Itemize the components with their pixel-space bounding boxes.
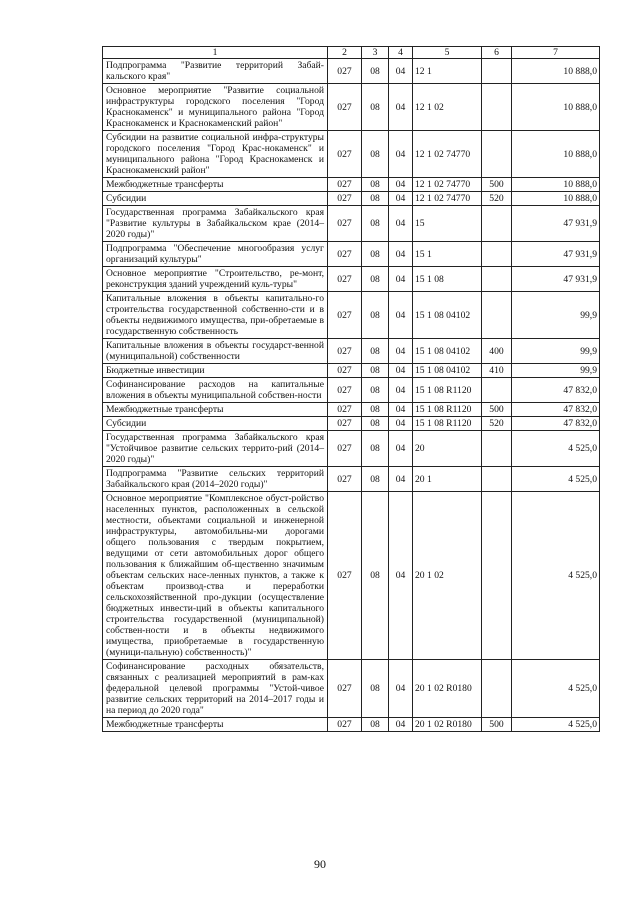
row-expense-type-cell: [482, 267, 512, 292]
row-expense-type-cell: [482, 242, 512, 267]
row-subsection-cell: 04: [389, 192, 413, 206]
row-amount-cell: 10 888,0: [512, 84, 600, 131]
row-name-cell: Подпрограмма "Развитие сельских территорий Забайкальского края (2014–2020 годы)": [103, 467, 328, 492]
row-name-cell: Субсидии: [103, 192, 328, 206]
row-subsection-cell: 04: [389, 59, 413, 84]
row-admin-code-cell: 027: [328, 339, 362, 364]
column-header: 4: [389, 47, 413, 59]
row-admin-code-cell: 027: [328, 431, 362, 467]
row-subsection-cell: 04: [389, 378, 413, 403]
row-expense-type-cell: 500: [482, 718, 512, 732]
row-target-article-cell: 20 1 02: [413, 492, 482, 660]
row-admin-code-cell: 027: [328, 242, 362, 267]
column-header: 2: [328, 47, 362, 59]
row-expense-type-cell: [482, 59, 512, 84]
row-amount-cell: 10 888,0: [512, 59, 600, 84]
table-row: [103, 292, 600, 339]
row-target-article-cell: 15 1: [413, 242, 482, 267]
row-subsection-cell: 04: [389, 206, 413, 242]
row-name-cell: Межбюджетные трансферты: [103, 718, 328, 732]
row-section-cell: 08: [362, 467, 389, 492]
row-subsection-cell: 04: [389, 242, 413, 267]
row-expense-type-cell: [482, 660, 512, 718]
row-subsection-cell: 04: [389, 431, 413, 467]
table-row: [103, 364, 600, 378]
row-subsection-cell: 04: [389, 467, 413, 492]
row-target-article-cell: 15 1 08 04102: [413, 339, 482, 364]
row-admin-code-cell: 027: [328, 59, 362, 84]
row-admin-code-cell: 027: [328, 84, 362, 131]
row-admin-code-cell: 027: [328, 131, 362, 178]
row-subsection-cell: 04: [389, 292, 413, 339]
row-section-cell: 08: [362, 718, 389, 732]
row-section-cell: 08: [362, 84, 389, 131]
row-section-cell: 08: [362, 131, 389, 178]
row-subsection-cell: 04: [389, 178, 413, 192]
column-header: 6: [482, 47, 512, 59]
row-expense-type-cell: 400: [482, 339, 512, 364]
row-target-article-cell: 15 1 08: [413, 267, 482, 292]
row-section-cell: 08: [362, 431, 389, 467]
row-amount-cell: 4 525,0: [512, 431, 600, 467]
column-header: 1: [103, 47, 328, 59]
row-name-cell: Межбюджетные трансферты: [103, 178, 328, 192]
table-row: [103, 403, 600, 417]
row-amount-cell: 99,9: [512, 364, 600, 378]
row-section-cell: 08: [362, 492, 389, 660]
row-subsection-cell: 04: [389, 492, 413, 660]
row-subsection-cell: 04: [389, 364, 413, 378]
row-admin-code-cell: 027: [328, 364, 362, 378]
column-header: 7: [512, 47, 600, 59]
row-expense-type-cell: 500: [482, 403, 512, 417]
row-expense-type-cell: 520: [482, 192, 512, 206]
row-target-article-cell: 15 1 08 R1120: [413, 403, 482, 417]
table-header-row: [103, 47, 600, 59]
row-amount-cell: 47 832,0: [512, 378, 600, 403]
row-name-cell: Софинансирование расходов на капитальные вложения в объекты муниципальной собствен-ности: [103, 378, 328, 403]
row-admin-code-cell: 027: [328, 206, 362, 242]
row-target-article-cell: 15 1 08 R1120: [413, 378, 482, 403]
row-section-cell: 08: [362, 59, 389, 84]
row-admin-code-cell: 027: [328, 467, 362, 492]
row-name-cell: Капитальные вложения в объекты государст-венной (муниципальной) собственности: [103, 339, 328, 364]
row-section-cell: 08: [362, 378, 389, 403]
row-section-cell: 08: [362, 660, 389, 718]
row-name-cell: Государственная программа Забайкальского края "Устойчивое развитие сельских террито-рий (2014–2020 годы)": [103, 431, 328, 467]
row-target-article-cell: 12 1 02: [413, 84, 482, 131]
row-section-cell: 08: [362, 206, 389, 242]
row-name-cell: Государственная программа Забайкальского края "Развитие культуры в Забайкальском крае (2014–2020 годы)": [103, 206, 328, 242]
table-row: [103, 242, 600, 267]
row-expense-type-cell: [482, 467, 512, 492]
row-name-cell: Основное мероприятие "Строительство, ре-монт, реконструкция зданий учреждений куль-туры": [103, 267, 328, 292]
row-target-article-cell: 20 1: [413, 467, 482, 492]
row-admin-code-cell: 027: [328, 192, 362, 206]
row-expense-type-cell: [482, 378, 512, 403]
row-expense-type-cell: [482, 292, 512, 339]
table-row: [103, 467, 600, 492]
table-row: [103, 417, 600, 431]
row-admin-code-cell: 027: [328, 417, 362, 431]
table-row: [103, 178, 600, 192]
row-name-cell: Основное мероприятие "Комплексное обуст-ройство населенных пунктов, расположенных в сельской местности, объектами социальной и инженерной инфраструктуры, автомобильны-ми дорогами общего пользования с твердым покрытием, ведущими от сети автомобильных дорог общего пользования к ближайшим об-щественно значимым объектам сельских насе-ленных пунктов, а также к объектам производ-ства и переработки сельскохозяйственной про-дукции (осуществление бюджетных инвести-ций в объекты капитального строительства государственной (муниципальной) собствен-ности и в объекты недвижимого имущества, приобретаемые в государственную (муници-пальную) собственность)": [103, 492, 328, 660]
row-expense-type-cell: 410: [482, 364, 512, 378]
row-target-article-cell: 15 1 08 R1120: [413, 417, 482, 431]
column-header: 5: [413, 47, 482, 59]
row-admin-code-cell: 027: [328, 403, 362, 417]
row-subsection-cell: 04: [389, 718, 413, 732]
table-row: [103, 718, 600, 732]
row-admin-code-cell: 027: [328, 178, 362, 192]
row-section-cell: 08: [362, 339, 389, 364]
table-row: [103, 431, 600, 467]
row-amount-cell: 99,9: [512, 339, 600, 364]
budget-table: [102, 46, 600, 732]
row-subsection-cell: 04: [389, 267, 413, 292]
table-row: [103, 192, 600, 206]
row-admin-code-cell: 027: [328, 267, 362, 292]
row-amount-cell: 47 931,9: [512, 206, 600, 242]
row-amount-cell: 10 888,0: [512, 178, 600, 192]
row-admin-code-cell: 027: [328, 492, 362, 660]
row-section-cell: 08: [362, 403, 389, 417]
row-target-article-cell: 12 1 02 74770: [413, 178, 482, 192]
row-admin-code-cell: 027: [328, 660, 362, 718]
row-name-cell: Межбюджетные трансферты: [103, 403, 328, 417]
row-expense-type-cell: [482, 84, 512, 131]
row-section-cell: 08: [362, 267, 389, 292]
table-row: [103, 339, 600, 364]
row-admin-code-cell: 027: [328, 718, 362, 732]
row-target-article-cell: 20: [413, 431, 482, 467]
row-name-cell: Софинансирование расходных обязательств, связанных с реализацией мероприятий в рам-ках федеральной целевой программы "Устой-чивое развитие сельских территорий на 2014–2017 годы и на период до 2020 года": [103, 660, 328, 718]
row-expense-type-cell: 520: [482, 417, 512, 431]
row-expense-type-cell: [482, 131, 512, 178]
column-header: 3: [362, 47, 389, 59]
row-expense-type-cell: [482, 206, 512, 242]
row-expense-type-cell: [482, 492, 512, 660]
row-amount-cell: 47 832,0: [512, 417, 600, 431]
row-target-article-cell: 15 1 08 04102: [413, 364, 482, 378]
row-name-cell: Подпрограмма "Развитие территорий Забай-кальского края": [103, 59, 328, 84]
row-subsection-cell: 04: [389, 417, 413, 431]
table-row: [103, 84, 600, 131]
table-row: [103, 267, 600, 292]
row-amount-cell: 47 931,9: [512, 267, 600, 292]
row-expense-type-cell: [482, 431, 512, 467]
row-section-cell: 08: [362, 192, 389, 206]
table-body: [103, 59, 600, 732]
row-amount-cell: 47 931,9: [512, 242, 600, 267]
row-target-article-cell: 12 1 02 74770: [413, 131, 482, 178]
row-subsection-cell: 04: [389, 84, 413, 131]
table-row: [103, 660, 600, 718]
row-amount-cell: 47 832,0: [512, 403, 600, 417]
row-subsection-cell: 04: [389, 403, 413, 417]
row-amount-cell: 10 888,0: [512, 131, 600, 178]
table-row: [103, 378, 600, 403]
table-row: [103, 492, 600, 660]
row-amount-cell: 10 888,0: [512, 192, 600, 206]
row-section-cell: 08: [362, 178, 389, 192]
row-target-article-cell: 20 1 02 R0180: [413, 660, 482, 718]
row-name-cell: Подпрограмма "Обеспечение многообразия услуг организаций культуры": [103, 242, 328, 267]
row-target-article-cell: 12 1 02 74770: [413, 192, 482, 206]
row-amount-cell: 4 525,0: [512, 492, 600, 660]
row-target-article-cell: 15: [413, 206, 482, 242]
page-number: 90: [314, 857, 326, 871]
row-target-article-cell: 12 1: [413, 59, 482, 84]
row-section-cell: 08: [362, 364, 389, 378]
row-subsection-cell: 04: [389, 660, 413, 718]
row-subsection-cell: 04: [389, 131, 413, 178]
row-name-cell: Субсидии на развитие социальной инфра-структуры городского поселения "Город Крас-нокаменск" и муниципального района "Город Краснокаменск и Краснокаменский район": [103, 131, 328, 178]
row-name-cell: Бюджетные инвестиции: [103, 364, 328, 378]
row-name-cell: Капитальные вложения в объекты капитально-го строительства государственной собственно-сти и в объекты недвижимого имущества, при-обретаемые в государственную собственность: [103, 292, 328, 339]
row-section-cell: 08: [362, 292, 389, 339]
row-admin-code-cell: 027: [328, 378, 362, 403]
row-amount-cell: 4 525,0: [512, 467, 600, 492]
table-row: [103, 206, 600, 242]
row-section-cell: 08: [362, 417, 389, 431]
table-row: [103, 59, 600, 84]
row-admin-code-cell: 027: [328, 292, 362, 339]
row-amount-cell: 4 525,0: [512, 718, 600, 732]
table-row: [103, 131, 600, 178]
row-name-cell: Субсидии: [103, 417, 328, 431]
row-section-cell: 08: [362, 242, 389, 267]
row-target-article-cell: 20 1 02 R0180: [413, 718, 482, 732]
row-amount-cell: 4 525,0: [512, 660, 600, 718]
row-name-cell: Основное мероприятие "Развитие социальной инфраструктуры городского поселения "Город Краснокаменск" и муниципального района "Город Краснокаменск и Краснокаменский район": [103, 84, 328, 131]
row-amount-cell: 99,9: [512, 292, 600, 339]
row-expense-type-cell: 500: [482, 178, 512, 192]
row-target-article-cell: 15 1 08 04102: [413, 292, 482, 339]
row-subsection-cell: 04: [389, 339, 413, 364]
